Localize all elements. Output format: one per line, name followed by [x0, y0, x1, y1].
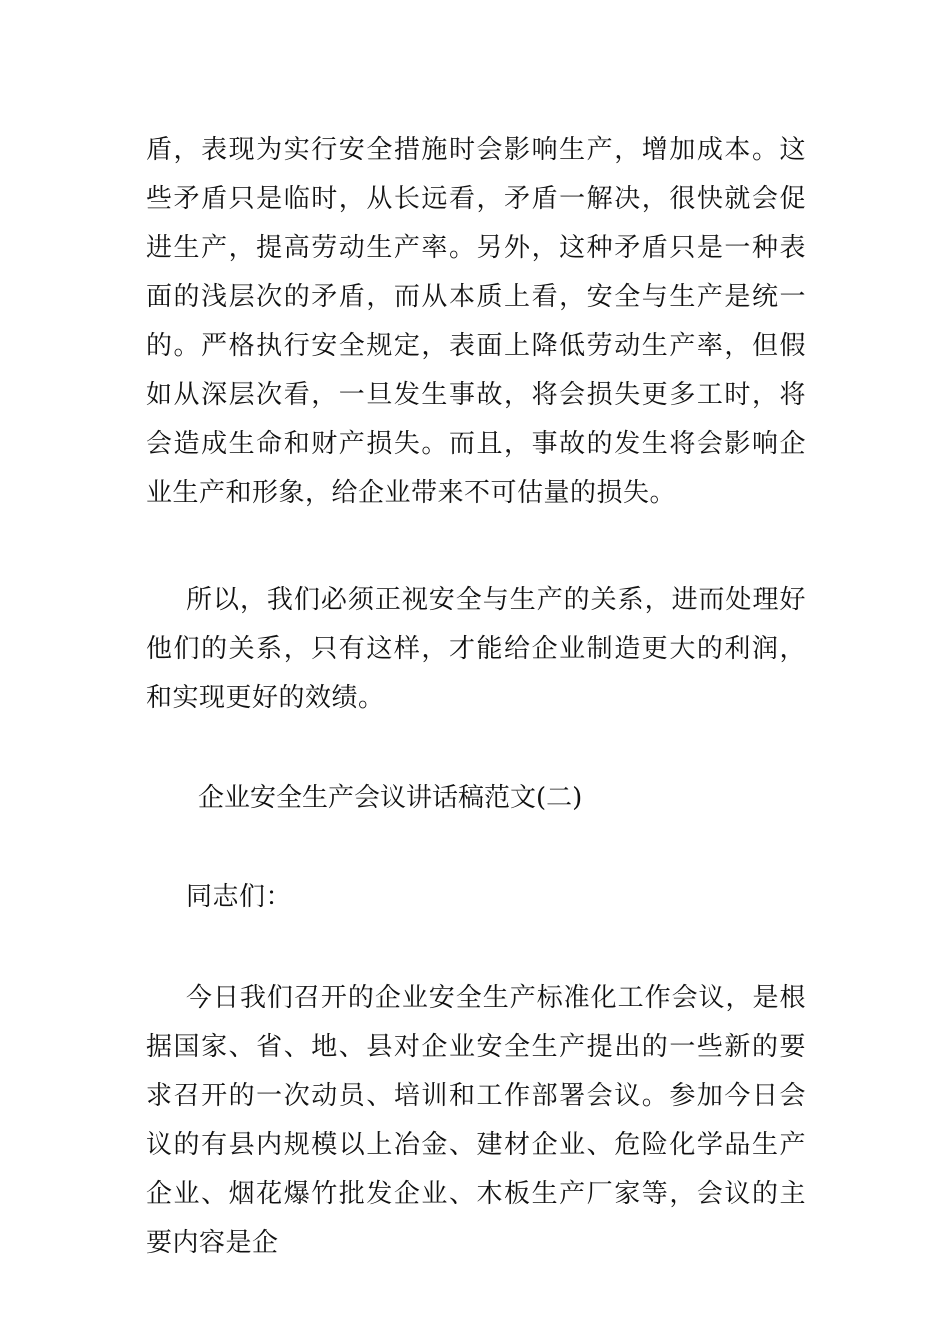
salutation: 同志们：: [186, 882, 293, 912]
paragraph-3: 今日我们召开的企业安全生产标准化工作会议，是根据国家、省、地、县对企业安全生产提出的一些新的要求召开的一次动员、培训和工作部署会议。参加今日会议的有县内规模以上冶金、建材企业、危险化学品生产企业、烟花爆竹批发企业、木板生产厂家等，会议的主要内容是企: [146, 983, 806, 1258]
section-heading: 企业安全生产会议讲话稿范文(二): [198, 783, 583, 813]
paragraph-2: 所以，我们必须正视安全与生产的关系，进而处理好他们的关系，只有这样，才能给企业制造更大的利润，和实现更好的效绩。: [146, 585, 806, 713]
paragraph-1: 盾，表现为实行安全措施时会影响生产，增加成本。这些矛盾只是临时，从长远看，矛盾一解决，很快就会促进生产，提高劳动生产率。另外，这种矛盾只是一种表面的浅层次的矛盾，而从本质上看，安全与生产是统一的。严格执行安全规定，表面上降低劳动生产率，但假如从深层次看，一旦发生事故，将会损失更多工时，将会造成生命和财产损失。而且，事故的发生将会影响企业生产和形象，给企业带来不可估量的损失。: [146, 135, 806, 508]
